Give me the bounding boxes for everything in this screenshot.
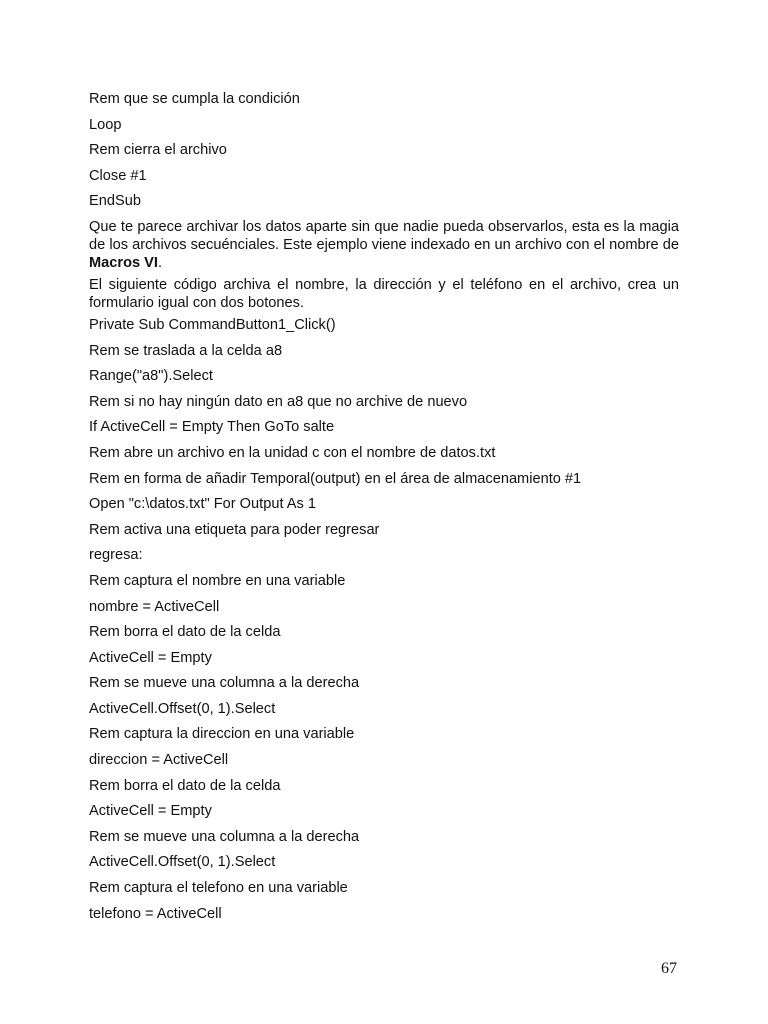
- code-line: Rem captura la direccion en una variable: [89, 726, 355, 743]
- code-line: Private Sub CommandButton1_Click(): [89, 316, 336, 333]
- code-line: Rem abre un archivo en la unidad c con el nombre de datos.txt: [89, 444, 496, 461]
- code-line: nombre = ActiveCell: [89, 598, 220, 615]
- bold-file-name: Macros VI: [89, 254, 158, 271]
- code-line: telefono = ActiveCell: [89, 905, 222, 922]
- text-line: Rem que se cumpla la condición: [89, 91, 300, 107]
- code-line: ActiveCell = Empty: [89, 649, 212, 666]
- text-line: Close #1: [89, 167, 147, 184]
- document-page: [89, 90, 679, 930]
- text-line: EndSub: [89, 193, 141, 210]
- code-line: ActiveCell = Empty: [89, 803, 212, 820]
- code-line: Rem si no hay ningún dato en a8 que no archive de nuevo: [89, 393, 468, 410]
- code-line: Rem se mueve una columna a la derecha: [89, 828, 360, 845]
- code-line: Rem activa una etiqueta para poder regresar: [89, 521, 380, 538]
- code-line: Rem se traslada a la celda a8: [89, 342, 283, 359]
- code-line: If ActiveCell = Empty Then GoTo salte: [89, 419, 335, 436]
- code-line: Rem en forma de añadir Temporal(output) en el área de almacenamiento #1: [89, 470, 582, 487]
- code-line: Rem borra el dato de la celda: [89, 777, 281, 794]
- code-line: Open "c:\datos.txt" For Output As 1: [89, 496, 316, 513]
- code-line: regresa:: [89, 547, 143, 564]
- code-line: direccion = ActiveCell: [89, 752, 229, 769]
- paragraph-end: .: [157, 254, 163, 271]
- code-line: Rem borra el dato de la celda: [89, 624, 281, 641]
- code-line: Range("a8").Select: [89, 368, 213, 385]
- paragraph-intro: [89, 218, 679, 272]
- code-line: Rem se mueve una columna a la derecha: [89, 675, 360, 692]
- paragraph-description: El siguiente código archiva el nombre, la dirección y el teléfono en el archivo, crea un formulario igual con dos botones.: [89, 276, 679, 311]
- text-line: Loop: [89, 116, 122, 133]
- paragraph-text: Que te parece archivar los datos aparte sin que nadie pueda observarlos, esta es la magia de los archivos secuénciales. Este ejemplo viene indexado en un archivo con el nombre de: [89, 218, 679, 253]
- code-line: Rem captura el telefono en una variable: [89, 880, 348, 897]
- code-line: ActiveCell.Offset(0, 1).Select: [89, 854, 276, 871]
- text-line: Rem cierra el archivo: [89, 142, 227, 159]
- page-number: 67: [661, 960, 677, 977]
- code-line: Rem captura el nombre en una variable: [89, 572, 346, 589]
- code-line: ActiveCell.Offset(0, 1).Select: [89, 700, 276, 717]
